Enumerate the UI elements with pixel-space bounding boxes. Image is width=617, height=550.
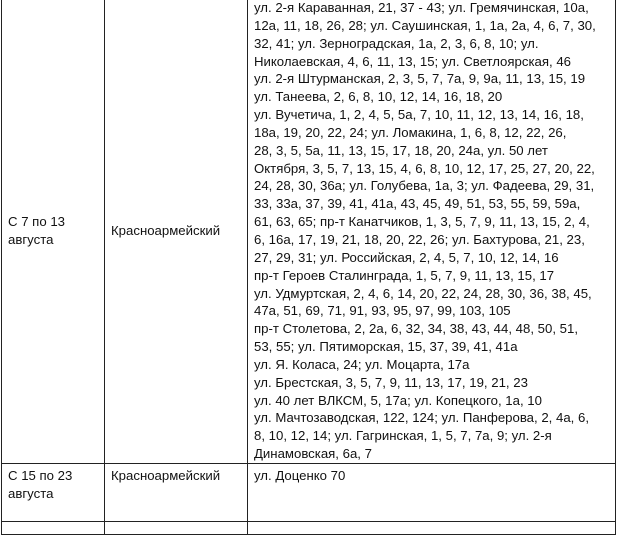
street-line: Николаевская, 4, 6, 11, 13, 15; ул. Светлоярская, 46 xyxy=(254,53,571,69)
table-row xyxy=(2,0,616,463)
street-line: 53, 55; ул. Пятиморская, 15, 37, 39, 41, 41а xyxy=(254,339,518,355)
street-line: ул. Мачтозаводская, 122, 124; ул. Панферова, 2, 4а, 6, xyxy=(254,410,589,426)
street-line: 28, 3, 5, 5а, 11, 13, 15, 17, 18, 20, 24а, ул. 50 лет xyxy=(254,142,548,158)
street-line: 47а, 51, 69, 71, 91, 93, 95, 97, 99, 103, 105 xyxy=(254,303,511,319)
table-row xyxy=(2,463,616,521)
street-line: ул. Вучетича, 1, 2, 4, 5, 5а, 7, 10, 11, 12, 13, 14, 16, 18, xyxy=(254,107,584,123)
street-line: ул. Брестская, 3, 5, 7, 9, 11, 13, 17, 19, 21, 23 xyxy=(254,374,528,390)
street-line: ул. Удмуртская, 2, 4, 6, 14, 20, 22, 24, 28, 30, 36, 38, 45, xyxy=(254,285,592,301)
district-cell: Красноармейский xyxy=(105,463,248,521)
streets-cell xyxy=(248,463,616,521)
street-line: ул. 40 лет ВЛКСМ, 5, 17а; ул. Копецкого, 1а, 10 xyxy=(254,392,542,408)
street-line: 61, 63, 65; пр-т Канатчиков, 1, 3, 5, 7, 9, 11, 13, 15, 2, 4, xyxy=(254,214,590,230)
street-line: 8, 10, 12, 14; ул. Гагринская, 1, 5, 7, 7а, 9; ул. 2-я xyxy=(254,428,552,444)
streets-cell xyxy=(248,0,616,463)
street-line: Октября, 3, 5, 7, 13, 15, 4, 6, 8, 10, 12, 17, 25, 27, 20, 22, xyxy=(254,160,595,176)
street-line: 27, 29, 31; ул. Российская, 2, 4, 5, 7, 10, 12, 14, 16 xyxy=(254,249,559,265)
street-line: 18а, 19, 20, 22, 24; ул. Ломакина, 1, 6, 8, 12, 22, 26, xyxy=(254,124,567,140)
street-line: 33, 33а, 37, 39, 41, 41а, 43, 45, 49, 51, 53, 55, 59, 59а, xyxy=(254,196,581,212)
street-line: ул. Я. Коласа, 24; ул. Моцарта, 17а xyxy=(254,356,470,372)
street-line: пр-т Столетова, 2, 2а, 6, 32, 34, 38, 43, 44, 48, 50, 51, xyxy=(254,321,578,337)
empty-cell xyxy=(248,521,616,534)
shutdown-schedule-table xyxy=(1,0,616,535)
street-line: пр-т Героев Сталинграда, 1, 5, 7, 9, 11, 13, 15, 17 xyxy=(254,267,555,283)
street-line: 12а, 11, 18, 26, 28; ул. Саушинская, 1, 1а, 2а, 4, 6, 7, 30, xyxy=(254,17,596,33)
street-line: Динамовская, 6а, 7 xyxy=(254,446,372,462)
street-line: ул. 2-я Караванная, 21, 37 - 43; ул. Гремячинская, 10а, xyxy=(254,0,589,15)
street-line: 24, 28, 30, 36а; ул. Голубева, 1а, 3; ул. Фадеева, 29, 31, xyxy=(254,178,595,194)
table-row xyxy=(2,521,616,534)
street-line: ул. 2-я Штурманская, 2, 3, 5, 7, 7а, 9, 9а, 11, 13, 15, 19 xyxy=(254,71,586,87)
district-cell: Красноармейский xyxy=(105,0,248,463)
period-cell: С 7 по 13 августа xyxy=(2,0,105,463)
street-line: ул. Танеева, 2, 6, 8, 10, 12, 14, 16, 18, 20 xyxy=(254,89,503,105)
street-line: 6, 16а, 17, 19, 21, 18, 20, 22, 26; ул. Бахтурова, 21, 23, xyxy=(254,231,585,247)
period-cell: С 15 по 23 августа xyxy=(2,463,105,521)
street-line: ул. Доценко 70 xyxy=(254,467,346,483)
street-line: 32, 41; ул. Зерноградская, 1а, 2, 3, 6, 8, 10; ул. xyxy=(254,35,539,51)
empty-cell xyxy=(105,521,248,534)
empty-cell xyxy=(2,521,105,534)
